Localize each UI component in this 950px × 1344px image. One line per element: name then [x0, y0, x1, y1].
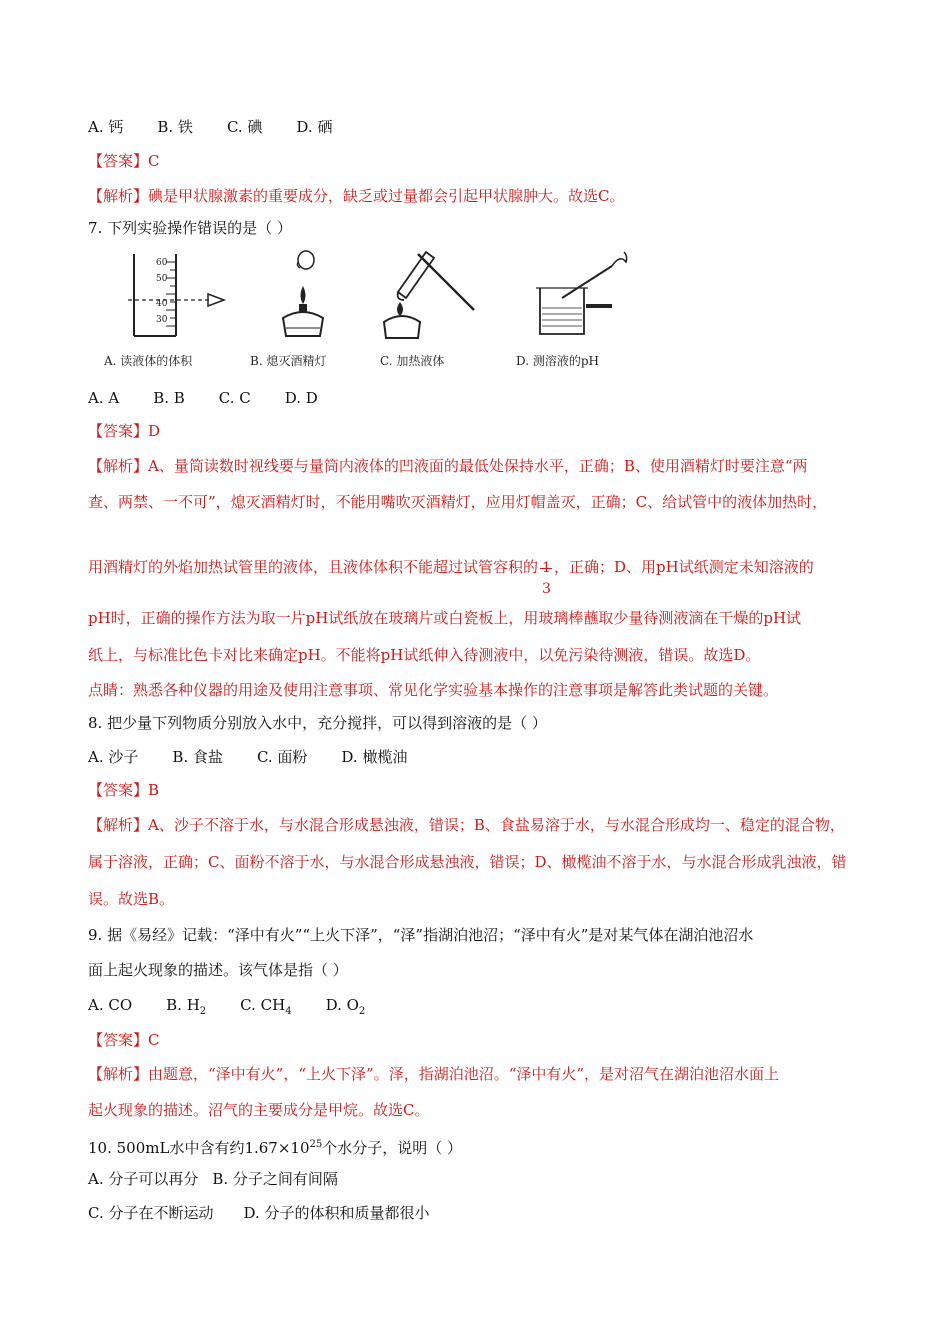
caption-d: D. 测溶液的pH: [516, 354, 599, 368]
caption-a: A. 读液体的体积: [104, 354, 193, 368]
q10-stem: 10. 500mL水中含有约$1.67\times 10^{25}$个水分子，说明（ ）: [88, 1139, 463, 1157]
q6-analysis: 【解析】碘是甲状腺激素的重要成分，缺乏或过量都会引起甲状腺肿大。故选C。: [88, 187, 625, 205]
q7-figure: [100, 248, 640, 376]
q8-options: [88, 747, 407, 767]
q9-analysis-line-1: 【解析】由题意，“泽中有火”，“上火下泽”。泽，指湖泊池沼。“泽中有火”，是对沼气在湖泊池沼水面上: [88, 1065, 780, 1083]
alcohol-lamp-illustration: [268, 248, 338, 348]
q7-option-c: C. C: [218, 389, 251, 407]
q7-options: [88, 388, 318, 408]
q10-option-b: B. 分子之间有间隔: [212, 1170, 338, 1188]
tick-50: 50: [156, 274, 168, 284]
q10-options-row-1: [88, 1169, 338, 1189]
q8-option-a: A. 沙子: [88, 748, 139, 766]
q7-tip: 点睛：熟悉各种仪器的用途及使用注意事项、常见化学实验基本操作的注意事项是解答此类试题的关键。: [88, 681, 779, 699]
q7-analysis-line-3: 用酒精灯的外焰加热试管里的液体，且液体体积不能超过试管容积的 1 3 ，正确；D、用pH试纸测定未知溶液的: [88, 547, 814, 588]
caption-c: C. 加热液体: [380, 354, 445, 368]
q7-analysis-line-2: 查、两禁、一不可”，熄灭酒精灯时，不能用嘴吹灭酒精灯，应用灯帽盖灭，正确；C、给试管中的液体加热时，: [88, 493, 828, 511]
q9-options: [88, 995, 365, 1022]
q7-option-a: A. A: [88, 389, 120, 407]
q8-analysis-line-2: 属于溶液，正确；C、面粉不溶于水，与水混合形成悬浊液，错误；D、橄榄油不溶于水，与水混合形成乳浊液，错: [88, 853, 847, 871]
q8-answer: 【答案】B: [88, 781, 160, 799]
q7-analysis-line-1: 【解析】A、量筒读数时视线要与量筒内液体的凹液面的最低处保持水平，正确；B、使用酒精灯时要注意“两: [88, 457, 808, 475]
q10-option-d: D. 分子的体积和质量都很小: [243, 1204, 430, 1222]
fraction-one-third: 1 3: [542, 560, 551, 597]
q8-analysis-line-1: 【解析】A、沙子不溶于水，与水混合形成悬浊液，错误；B、食盐易溶于水，与水混合形成均一、稳定的混合物，: [88, 816, 845, 834]
q7-analysis-line-4: pH时，正确的操作方法为取一片pH试纸放在玻璃片或白瓷板上，用玻璃棒蘸取少量待测液滴在干燥的pH试: [88, 609, 802, 627]
q9-analysis-line-2: 起火现象的描述。沼气的主要成分是甲烷。故选C。: [88, 1101, 430, 1119]
q7-stem: 7. 下列实验操作错误的是（ ）: [88, 219, 292, 237]
q6-option-a: A. 钙: [88, 118, 124, 136]
analysis-label: 【解析】: [88, 187, 149, 205]
q7-option-d: D. D: [284, 389, 318, 407]
q7-analysis-line-5: 纸上，与标准比色卡对比来确定pH。不能将pH试纸伸入待测液中，以免污染待测液，错误。故选D。: [88, 646, 761, 664]
q10-option-a: A. 分子可以再分: [88, 1170, 199, 1188]
ph-test-illustration: [528, 248, 638, 348]
q8-analysis-line-3: 误。故选B。: [88, 890, 175, 908]
q8-option-d: D. 橄榄油: [341, 748, 408, 766]
q9-stem-line-2: 面上起火现象的描述。该气体是指（ ）: [88, 961, 348, 979]
q9-stem-line-1: 9. 据《易经》记载：“泽中有火”“上火下泽”，“泽”指湖泊池沼；“泽中有火”是对某气体在湖泊池沼水: [88, 926, 754, 944]
q6-option-b: B. 铁: [157, 118, 193, 136]
analysis-label: 【解析】: [88, 1065, 149, 1083]
q7-option-b: B. B: [153, 389, 185, 407]
q8-option-b: B. 食盐: [172, 748, 223, 766]
q6-answer: 【答案】C: [88, 152, 160, 170]
q6-option-d: D. 硒: [296, 118, 333, 136]
q8-stem: 8. 把少量下列物质分别放入水中，充分搅拌，可以得到溶液的是（ ）: [88, 714, 547, 732]
q9-option-d: D. $O_2$: [325, 996, 366, 1017]
caption-b: B. 熄灭酒精灯: [250, 354, 327, 368]
q9-answer: 【答案】C: [88, 1031, 160, 1049]
cylinder-reading-illustration: [120, 248, 230, 348]
tick-30: 30: [156, 315, 168, 325]
q6-options: [88, 117, 332, 137]
heating-liquid-illustration: [378, 248, 488, 348]
analysis-label: 【解析】: [88, 457, 149, 475]
q10-options-row-2: [88, 1203, 430, 1223]
analysis-label: 【解析】: [88, 816, 149, 834]
tick-60: 60: [156, 258, 168, 268]
q7-answer: 【答案】D: [88, 422, 161, 440]
q9-option-c: C. $CH_4$: [240, 996, 292, 1017]
q9-option-b: B. $H_2$: [166, 996, 207, 1017]
q10-option-c: C. 分子在不断运动: [88, 1204, 214, 1222]
q6-option-c: C. 碘: [226, 118, 263, 136]
q9-option-a: A. CO: [88, 996, 133, 1014]
q8-option-c: C. 面粉: [256, 748, 308, 766]
tick-40: 40: [156, 299, 168, 309]
